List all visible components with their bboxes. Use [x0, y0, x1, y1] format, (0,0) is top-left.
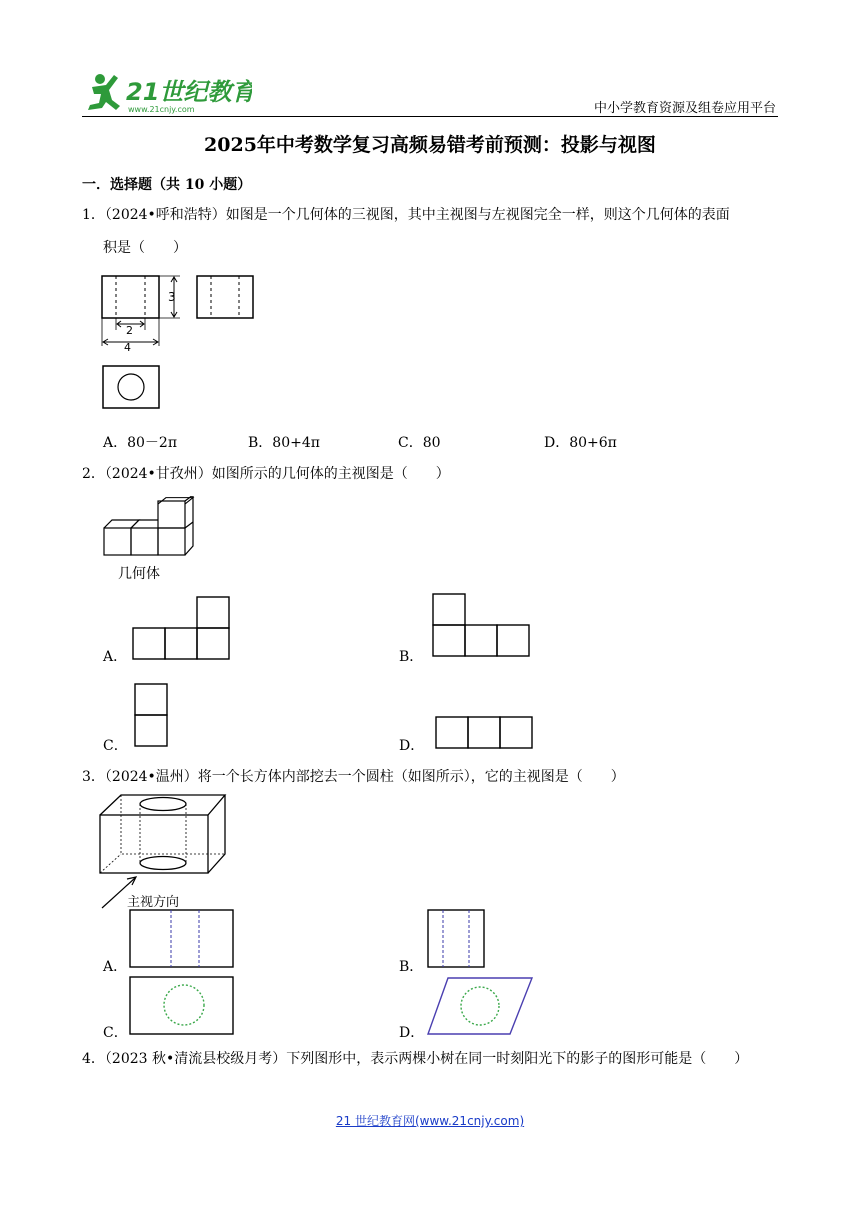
- page-title: 2025年中考数学复习高频易错考前预测：投影与视图: [204, 134, 656, 156]
- section-heading: 一．选择题（共 10 小题）: [82, 177, 252, 193]
- q3-option-c-figure[interactable]: [128, 974, 238, 1042]
- q2-option-d-figure[interactable]: [434, 715, 536, 755]
- question-3-text: 3．（2024•温州）将一个长方体内部挖去一个圆柱（如图所示），它的主视图是（ ）: [82, 769, 625, 785]
- question-1-text: 1．（2024•呼和浩特）如图是一个几何体的三视图，其中主视图与左视图完全一样，则这个几何体的表面: [82, 207, 730, 223]
- q3-option-a[interactable]: A．: [103, 959, 128, 975]
- q2-option-d[interactable]: D．: [399, 738, 425, 754]
- view-direction-label: 主视方向: [127, 895, 180, 910]
- q3-option-c[interactable]: C．: [103, 1025, 128, 1041]
- q1-option-c[interactable]: C．80: [398, 435, 441, 451]
- q2-option-b-figure[interactable]: [431, 591, 533, 663]
- question-2-figure: [100, 496, 210, 590]
- q3-option-b-figure[interactable]: [425, 907, 489, 975]
- q1-option-b[interactable]: B．80+4π: [248, 435, 320, 451]
- outer-width-label: 4: [124, 341, 131, 354]
- q3-option-d-figure[interactable]: [426, 974, 536, 1042]
- header-divider: [82, 116, 778, 117]
- q2-option-b[interactable]: B．: [399, 649, 424, 665]
- footer: [0, 1112, 860, 1129]
- site-logo: [82, 70, 252, 116]
- question-4-text: 4．（2023 秋•清流县校级月考）下列图形中，表示两棵小树在同一时刻阳光下的影子的图形可能是（ ）: [82, 1051, 749, 1067]
- question-2-text: 2．（2024•甘孜州）如图所示的几何体的主视图是（ ）: [82, 466, 450, 482]
- q1-option-a[interactable]: A．80－2π: [103, 435, 178, 451]
- inner-width-label: 2: [126, 324, 133, 337]
- figure-caption-solid: 几何体: [118, 566, 160, 582]
- q3-option-a-figure[interactable]: [128, 907, 238, 975]
- q2-option-a-figure[interactable]: [131, 594, 233, 666]
- question-1-figure: [98, 272, 268, 416]
- logo-text: 21世纪教育: [126, 78, 252, 106]
- q2-option-c[interactable]: C．: [103, 738, 128, 754]
- q1-option-d[interactable]: D．80+6π: [544, 435, 617, 451]
- footer-link[interactable]: 21 世纪教育网(www.21cnjy.com): [335, 1114, 525, 1128]
- q3-option-d[interactable]: D．: [399, 1025, 425, 1041]
- question-1-text-cont: 积是（ ）: [103, 240, 187, 256]
- height-label: 3: [168, 290, 176, 304]
- q2-option-c-figure[interactable]: [133, 682, 171, 754]
- q2-option-a[interactable]: A．: [103, 649, 128, 665]
- platform-name: 中小学教育资源及组卷应用平台: [593, 101, 776, 116]
- q3-option-b[interactable]: B．: [399, 959, 424, 975]
- logo-subtext: www.21cnjy.com: [128, 105, 195, 114]
